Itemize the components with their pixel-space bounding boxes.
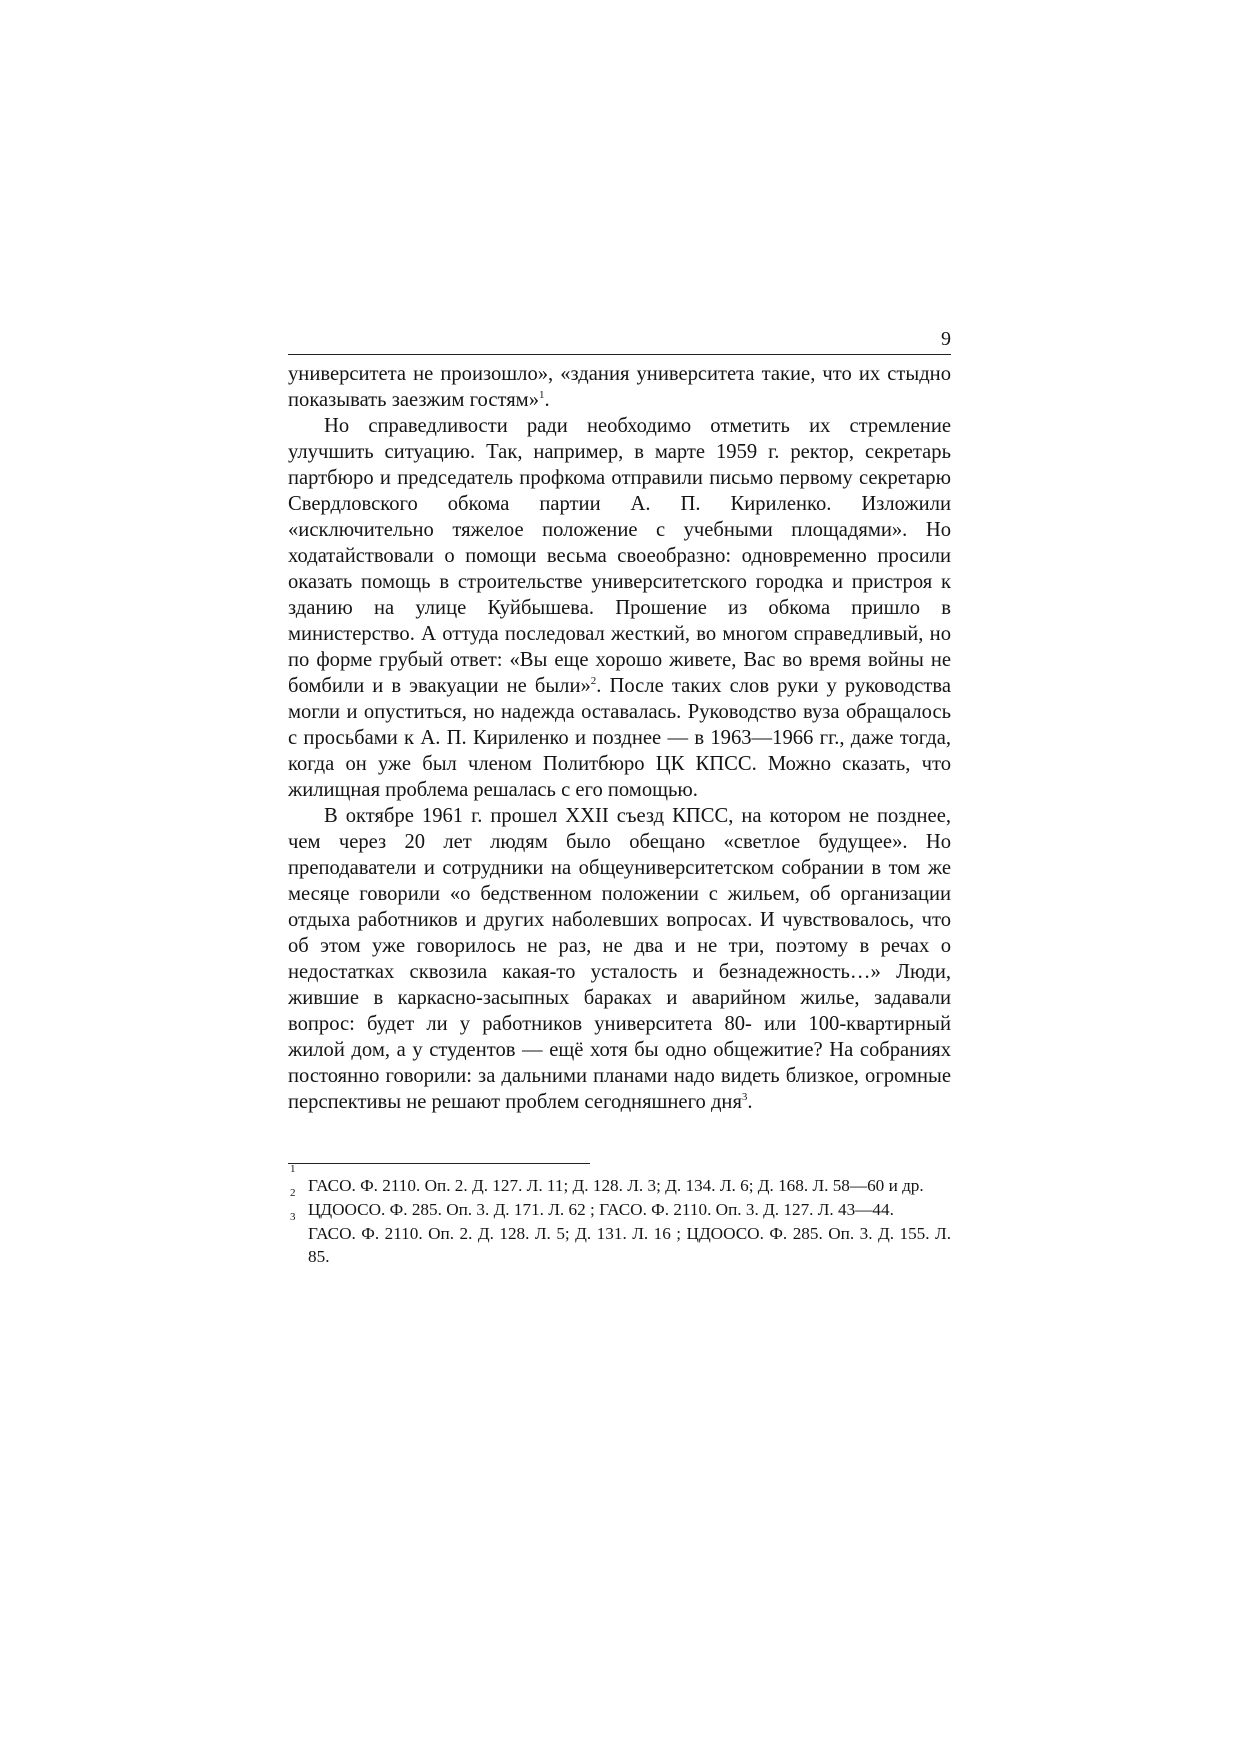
footnotes xyxy=(288,1163,951,1268)
paragraph-text: университета не произошло», «здания университета такие, что их стыдно показывать заезжим гостям» xyxy=(288,363,951,411)
footnote-text: ЦДООСО. Ф. 285. Оп. 3. Д. 171. Л. 62 ; ГАСО. Ф. 2110. Оп. 3. Д. 127. Л. 43—44. xyxy=(308,1200,894,1219)
paragraph-tail: . xyxy=(544,389,550,411)
paragraph xyxy=(288,803,951,1115)
footnote: 2 ЦДООСО. Ф. 285. Оп. 3. Д. 171. Л. 62 ; ГАСО. Ф. 2110. Оп. 3. Д. 127. Л. 43—44. xyxy=(290,1187,894,1219)
footnote: 3 ГАСО. Ф. 2110. Оп. 2. Д. 128. Л. 5; Д. 131. Л. 16 ; ЦДООСО. Ф. 285. Оп. 3. Д. 155. Л. 85. xyxy=(290,1211,951,1266)
paragraph-continued xyxy=(288,361,951,413)
paragraph-text: Но справедливости ради необходимо отметить их стремление улучшить ситуацию. Так, например, в марте 1959 г. ректор, секретарь партбюро и председатель профкома отправили письмо первому секретарю Свердловского обкома партии А. П. Кириленко. Изложили «исключительно тяжелое положение с учебными площадями». Но ходатайствовали о помощи весьма своеобразно: одновременно просили оказать помощь в строительстве университетского городка и пристроя к зданию на улице Куйбышева. Прошение из обкома пришло в министерство. А оттуда последовал жесткий, во многом справедливый, но по форме грубый ответ: «Вы еще хорошо живете, Вас во время войны не бомбили и в эвакуации не были» xyxy=(288,415,951,697)
paragraph-tail: . xyxy=(747,1091,753,1113)
body-text xyxy=(288,361,951,1115)
running-header xyxy=(288,325,951,355)
paragraph-tail: . После таких слов руки у руководства могли и опуститься, но надежда оставалась. Руководство вуза обращалось с просьбами к А. П. Кириленко и позднее — в 1963—1966 гг., даже тогда, когда он уже был членом Политбюро ЦК КПСС. Можно сказать, что жилищная проблема решалась с его помощью. xyxy=(288,675,951,801)
page-number: 9 xyxy=(941,328,951,350)
footnote: 1 ГАСО. Ф. 2110. Оп. 2. Д. 127. Л. 11; Д. 128. Л. 3; Д. 134. Л. 6; Д. 168. Л. 58—60 и др. xyxy=(290,1163,924,1195)
paragraph-text: В октябре 1961 г. прошел XXII съезд КПСС, на котором не позднее, чем через 20 лет людям было обещано «светлое будущее». Но преподаватели и сотрудники на общеуниверситетском собрании в том же месяце говорили «о бедственном положении с жильем, об организации отдыха работников и других наболевших вопросах. И чувствовалось, что об этом уже говорилось не раз, не два и не три, поэтому в речах о недостатках сквозила какая-то усталость и безнадежность…» Люди, жившие в каркасно-засыпных бараках и аварийном жилье, задавали вопрос: будет ли у работников университета 80- или 100-квартирный жилой дом, а у студентов — ещё хотя бы одно общежитие? На собраниях постоянно говорили: за дальними планами надо видеть близкое, огромные перспективы не решают проблем сегодняшнего дня xyxy=(288,805,951,1113)
footnote-reference[interactable]: 2 xyxy=(590,675,597,688)
footnote-text: ГАСО. Ф. 2110. Оп. 2. Д. 128. Л. 5; Д. 131. Л. 16 ; ЦДООСО. Ф. 285. Оп. 3. Д. 155. Л. 85. xyxy=(308,1224,951,1266)
document-page xyxy=(288,325,951,1269)
footnote-text: ГАСО. Ф. 2110. Оп. 2. Д. 127. Л. 11; Д. 128. Л. 3; Д. 134. Л. 6; Д. 168. Л. 58—60 и др. xyxy=(308,1176,924,1195)
paragraph xyxy=(288,413,951,803)
footnote-reference[interactable]: 1 xyxy=(539,389,545,402)
footnote-separator xyxy=(288,1163,590,1164)
header-rule xyxy=(288,354,951,355)
footnote-reference[interactable]: 3 xyxy=(741,1091,748,1104)
